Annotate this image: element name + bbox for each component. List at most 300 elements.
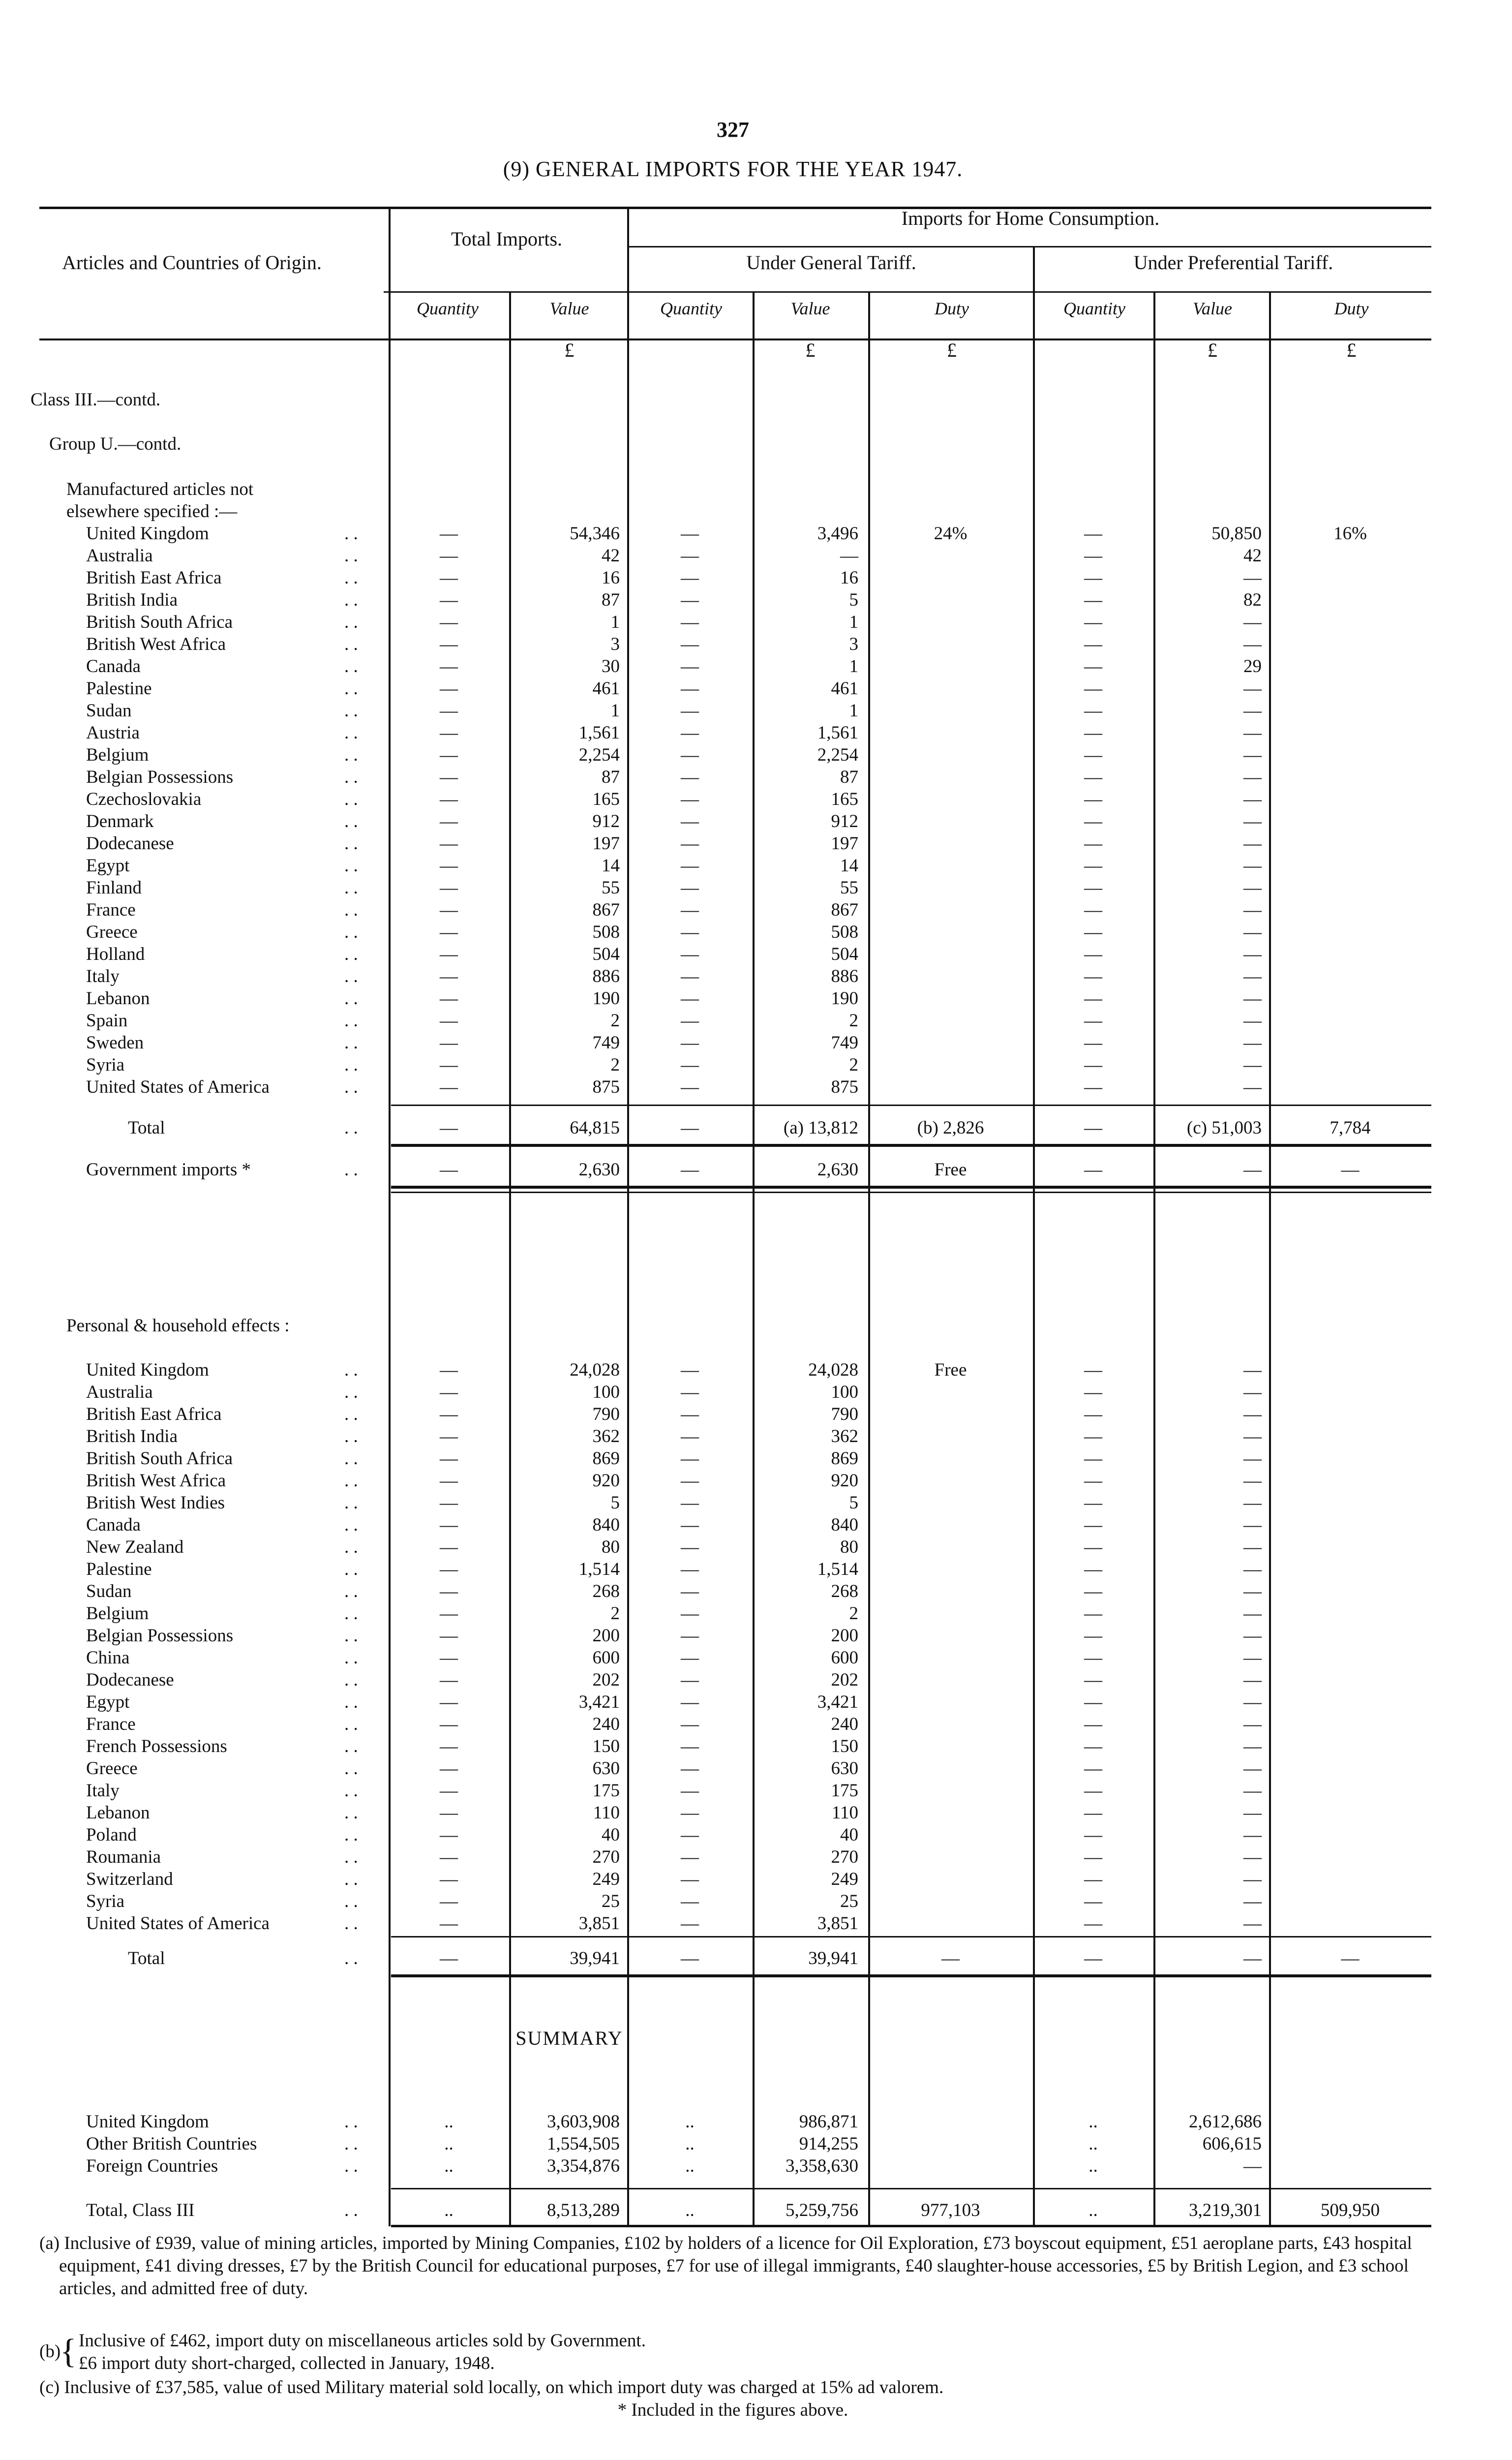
cell-tv: 40 [602, 1825, 620, 1845]
cell-tq: .. [444, 2200, 454, 2220]
row-country: Total, Class III [86, 2200, 195, 2220]
cell-gq: — [681, 1714, 699, 1734]
cell-tq: .. [444, 2156, 454, 2176]
cell-gq: — [681, 789, 699, 809]
cell-gq: — [681, 1404, 699, 1424]
cell-pq: — [1084, 1803, 1102, 1823]
leader-dots: . . [344, 944, 358, 964]
cell-gv: 100 [831, 1382, 858, 1402]
cell-tq: — [440, 1736, 458, 1756]
cell-tv: 190 [592, 988, 620, 1009]
cell-pq: — [1084, 1670, 1102, 1690]
cell-tv: 840 [592, 1515, 620, 1535]
cell-pq: .. [1089, 2200, 1098, 2220]
cell-tq: — [440, 1626, 458, 1646]
cell-tq: — [440, 1714, 458, 1734]
cell-tv: 39,941 [570, 1948, 620, 1968]
cell-pq: — [1084, 1559, 1102, 1579]
cell-tv: 87 [602, 767, 620, 787]
cell-pv: — [1243, 1603, 1262, 1624]
header-preferential-tariff: Under Preferential Tariff. [1133, 251, 1333, 274]
leader-dots: . . [344, 523, 358, 544]
leader-dots: . . [344, 1736, 358, 1756]
cell-tq: — [440, 678, 458, 699]
cell-gv: 55 [840, 878, 858, 898]
header-total-quantity: Quantity [417, 299, 479, 318]
leader-dots: . . [344, 1515, 358, 1535]
cell-gq: — [681, 767, 699, 787]
class-label: Class III.—contd. [30, 390, 161, 410]
cell-gq: — [681, 1559, 699, 1579]
cell-pq: — [1084, 1825, 1102, 1845]
row-country: British South Africa [86, 612, 233, 632]
cell-tv: 3,354,876 [547, 2156, 620, 2176]
cell-gq: — [681, 1360, 699, 1380]
cell-tq: — [440, 1648, 458, 1668]
cell-pq: — [1084, 1603, 1102, 1624]
cell-gv: 202 [831, 1670, 858, 1690]
cell-pq: — [1084, 811, 1102, 831]
cell-gv: 875 [831, 1077, 858, 1097]
leader-dots: . . [344, 1055, 358, 1075]
header-general-duty: Duty [935, 299, 969, 318]
cell-pq: — [1084, 523, 1102, 544]
cell-pq: — [1084, 988, 1102, 1009]
cell-pq: — [1084, 1781, 1102, 1801]
cell-pv: — [1243, 1160, 1262, 1180]
row-country: China [86, 1648, 130, 1668]
leader-dots: . . [344, 2156, 358, 2176]
cell-gq: — [681, 1118, 699, 1138]
header-general-value: Value [790, 299, 830, 318]
cell-tv: 1 [610, 701, 620, 721]
cell-gq: — [681, 1803, 699, 1823]
cell-tv: 2 [610, 1055, 620, 1075]
cell-pq: — [1084, 723, 1102, 743]
row-country: Belgian Possessions [86, 767, 234, 787]
row-country: Total [128, 1118, 165, 1138]
cell-pv: 82 [1243, 590, 1262, 610]
cell-pq: — [1084, 1515, 1102, 1535]
cell-pv: — [1243, 966, 1262, 986]
cell-pd: 7,784 [1330, 1118, 1371, 1138]
cell-tq: — [440, 811, 458, 831]
leader-dots: . . [344, 1758, 358, 1779]
cell-gq: — [681, 1426, 699, 1446]
cell-gv: 600 [831, 1648, 858, 1668]
note-b-line-1: Inclusive of £462, import duty on miscellaneous articles sold by Government. [79, 2331, 646, 2351]
row-country: Canada [86, 656, 141, 676]
cell-tv: 270 [592, 1847, 620, 1867]
cell-gd: Free [934, 1160, 967, 1180]
row-country: Other British Countries [86, 2134, 257, 2154]
cell-gv: 5 [849, 1493, 858, 1513]
cell-gq: — [681, 612, 699, 632]
cell-tv: 3,851 [578, 1913, 620, 1934]
cell-tq: — [440, 1055, 458, 1075]
cell-gv: 5 [849, 590, 858, 610]
cell-pv: — [1243, 1559, 1262, 1579]
leader-dots: . . [344, 1382, 358, 1402]
cell-gd: — [941, 1948, 960, 1968]
cell-pq: — [1084, 878, 1102, 898]
leader-dots: . . [344, 1626, 358, 1646]
cell-pv: — [1243, 2156, 1262, 2176]
cell-pq: — [1084, 1948, 1102, 1968]
cell-pq: — [1084, 1626, 1102, 1646]
cell-pv: — [1243, 1493, 1262, 1513]
leader-dots: . . [344, 1948, 358, 1968]
cell-pq: — [1084, 1160, 1102, 1180]
cell-pv: — [1243, 678, 1262, 699]
note-star: * Included in the figures above. [617, 2400, 848, 2420]
cell-pv: — [1243, 878, 1262, 898]
cell-tv: 504 [592, 944, 620, 964]
cell-gq: — [681, 634, 699, 654]
cell-pq: — [1084, 568, 1102, 588]
cell-gv: 867 [831, 900, 858, 920]
cell-pq: .. [1089, 2134, 1098, 2154]
cell-gv: 1 [849, 612, 858, 632]
row-country: France [86, 1714, 136, 1734]
leader-dots: . . [344, 1011, 358, 1031]
leader-dots: . . [344, 2134, 358, 2154]
cell-pv: — [1243, 1847, 1262, 1867]
cell-pv: — [1243, 1426, 1262, 1446]
leader-dots: . . [344, 1581, 358, 1601]
cell-tq: — [440, 1404, 458, 1424]
cell-pq: — [1084, 1360, 1102, 1380]
row-country: Sudan [86, 701, 132, 721]
group-label: Group U.—contd. [49, 434, 181, 454]
cell-gq: — [681, 1825, 699, 1845]
cell-tq: — [440, 568, 458, 588]
personal-heading: Personal & household effects : [66, 1316, 290, 1336]
cell-pv: — [1243, 833, 1262, 854]
cell-tq: — [440, 1118, 458, 1138]
row-country: Sudan [86, 1581, 132, 1601]
cell-pq: — [1084, 1847, 1102, 1867]
cell-tv: 600 [592, 1648, 620, 1668]
cell-gv: 1,514 [817, 1559, 858, 1579]
cell-pv: — [1243, 1670, 1262, 1690]
cell-tv: 749 [592, 1033, 620, 1053]
cell-tq: — [440, 856, 458, 876]
leader-dots: . . [344, 1118, 358, 1138]
cell-tq: — [440, 1360, 458, 1380]
row-country: Egypt [86, 1692, 130, 1712]
leader-dots: . . [344, 656, 358, 676]
cell-gq: — [681, 701, 699, 721]
cell-tq: — [440, 1825, 458, 1845]
cell-tq: — [440, 723, 458, 743]
cell-gv: 869 [831, 1448, 858, 1469]
row-country: Austria [86, 723, 140, 743]
leader-dots: . . [344, 1077, 358, 1097]
row-country: Australia [86, 1382, 153, 1402]
cell-pq: — [1084, 546, 1102, 566]
row-country: Holland [86, 944, 145, 964]
leader-dots: . . [344, 856, 358, 876]
cell-tv: 869 [592, 1448, 620, 1469]
rule-above-total-1 [391, 1105, 1431, 1106]
cell-tq: — [440, 1493, 458, 1513]
cell-tv: 790 [592, 1404, 620, 1424]
cell-tq: — [440, 590, 458, 610]
cell-gq: — [681, 523, 699, 544]
row-country: Switzerland [86, 1869, 173, 1889]
cell-tv: 240 [592, 1714, 620, 1734]
cell-gq: — [681, 1055, 699, 1075]
cell-gq: — [681, 1891, 699, 1911]
cell-tv: 249 [592, 1869, 620, 1889]
cell-gq: — [681, 988, 699, 1009]
cell-gv: 80 [840, 1537, 858, 1557]
cell-pv: — [1243, 1714, 1262, 1734]
row-country: Belgium [86, 745, 149, 765]
cell-gv: 1 [849, 701, 858, 721]
row-country: British West Africa [86, 1471, 226, 1491]
row-country: Poland [86, 1825, 137, 1845]
cell-pv: — [1243, 1537, 1262, 1557]
cell-gv: 912 [831, 811, 858, 831]
cell-pv: — [1243, 723, 1262, 743]
row-country: Spain [86, 1011, 128, 1031]
leader-dots: . . [344, 988, 358, 1009]
cell-tv: 2,254 [578, 745, 620, 765]
cell-pq: — [1084, 856, 1102, 876]
cell-gv: 175 [831, 1781, 858, 1801]
cell-gv: 39,941 [808, 1948, 858, 1968]
cell-gq: — [681, 1033, 699, 1053]
cell-tq: — [440, 1758, 458, 1779]
cell-tv: 1,561 [578, 723, 620, 743]
row-country: United Kingdom [86, 2112, 209, 2132]
cell-pv: — [1243, 767, 1262, 787]
leader-dots: . . [344, 966, 358, 986]
cell-gv: 268 [831, 1581, 858, 1601]
cell-gv: 200 [831, 1626, 858, 1646]
note-b-label: (b) [39, 2341, 61, 2362]
cell-tq: — [440, 767, 458, 787]
cell-gq: — [681, 1382, 699, 1402]
cell-pv: — [1243, 1758, 1262, 1779]
cell-pv: — [1243, 1913, 1262, 1934]
cell-pv: — [1243, 568, 1262, 588]
header-general-quantity: Quantity [660, 299, 722, 318]
cell-pv: — [1243, 856, 1262, 876]
cell-gq: — [681, 1471, 699, 1491]
cell-tv: 2,630 [578, 1160, 620, 1180]
cell-gv: 150 [831, 1736, 858, 1756]
cell-tv: 1,514 [578, 1559, 620, 1579]
cell-pv: — [1243, 1448, 1262, 1469]
cell-pq: — [1084, 1382, 1102, 1402]
cell-gq: — [681, 922, 699, 942]
cell-gv: 2,630 [817, 1160, 858, 1180]
cell-tv: 920 [592, 1471, 620, 1491]
cell-tq: — [440, 612, 458, 632]
cell-tv: 362 [592, 1426, 620, 1446]
cell-pv: — [1243, 1360, 1262, 1380]
cell-gv: 25 [840, 1891, 858, 1911]
cell-gq: — [681, 811, 699, 831]
cell-tv: 100 [592, 1382, 620, 1402]
leader-dots: . . [344, 1448, 358, 1469]
row-country: British West Indies [86, 1493, 225, 1513]
cell-tv: 912 [592, 811, 620, 831]
cell-tq: — [440, 1011, 458, 1031]
cell-pq: .. [1089, 2156, 1098, 2176]
cell-gv: 2 [849, 1603, 858, 1624]
cell-gv: 920 [831, 1471, 858, 1491]
manufactured-heading-1: Manufactured articles not [66, 479, 254, 499]
cell-pq: — [1084, 1736, 1102, 1756]
leader-dots: . . [344, 1360, 358, 1380]
cell-pq: — [1084, 944, 1102, 964]
cell-tv: 508 [592, 922, 620, 942]
cell-gv: 2 [849, 1011, 858, 1031]
row-country: British India [86, 1426, 178, 1446]
cell-tv: 202 [592, 1670, 620, 1690]
cell-pv: — [1243, 789, 1262, 809]
cell-gv: 16 [840, 568, 858, 588]
cell-tq: — [440, 789, 458, 809]
cell-pq: — [1084, 1118, 1102, 1138]
cell-tq: — [440, 1803, 458, 1823]
row-country: Dodecanese [86, 833, 174, 854]
leader-dots: . . [344, 1825, 358, 1845]
cell-tq: — [440, 1581, 458, 1601]
cell-tv: 24,028 [570, 1360, 620, 1380]
cell-gq: — [681, 546, 699, 566]
cell-tv: 5 [610, 1493, 620, 1513]
cell-pv: 606,615 [1202, 2134, 1262, 2154]
cell-tq: .. [444, 2134, 454, 2154]
leader-dots: . . [344, 2200, 358, 2220]
cell-tv: 8,513,289 [547, 2200, 620, 2220]
cell-pq: — [1084, 1033, 1102, 1053]
leader-dots: . . [344, 1670, 358, 1690]
cell-pq: — [1084, 745, 1102, 765]
cell-gv: 362 [831, 1426, 858, 1446]
cell-tq: — [440, 656, 458, 676]
leader-dots: . . [344, 1891, 358, 1911]
cell-gq: — [681, 833, 699, 854]
cell-pq: — [1084, 900, 1102, 920]
cell-gq: .. [685, 2156, 695, 2176]
leader-dots: . . [344, 590, 358, 610]
cell-tv: 54,346 [570, 523, 620, 544]
cell-tq: — [440, 1869, 458, 1889]
cell-tv: 200 [592, 1626, 620, 1646]
cell-tv: 110 [593, 1803, 620, 1823]
leader-dots: . . [344, 1471, 358, 1491]
cell-tv: 165 [592, 789, 620, 809]
cell-gd: Free [934, 1360, 967, 1380]
cell-tq: — [440, 1077, 458, 1097]
cell-tq: — [440, 1781, 458, 1801]
row-country: Egypt [86, 856, 130, 876]
cell-gv: 840 [831, 1515, 858, 1535]
pound-general-value: £ [805, 339, 816, 361]
cell-gv: 749 [831, 1033, 858, 1053]
cell-pq: — [1084, 1891, 1102, 1911]
cell-tv: 3,421 [578, 1692, 620, 1712]
row-country: Sweden [86, 1033, 144, 1053]
cell-tq: — [440, 1448, 458, 1469]
row-country: France [86, 900, 136, 920]
row-country: Australia [86, 546, 153, 566]
cell-tq: — [440, 1948, 458, 1968]
cell-gq: — [681, 1948, 699, 1968]
cell-gq: .. [685, 2200, 695, 2220]
cell-pq: — [1084, 590, 1102, 610]
cell-pv: — [1243, 922, 1262, 942]
leader-dots: . . [344, 1603, 358, 1624]
cell-gq: — [681, 678, 699, 699]
cell-tv: 1,554,505 [547, 2134, 620, 2154]
cell-tv: 630 [592, 1758, 620, 1779]
cell-gv: 165 [831, 789, 858, 809]
rule-below-government-2 [391, 1192, 1431, 1193]
cell-pv: — [1243, 1033, 1262, 1053]
leader-dots: . . [344, 1033, 358, 1053]
cell-pq: — [1084, 966, 1102, 986]
cell-gq: .. [685, 2134, 695, 2154]
rule-above-total-2 [391, 1936, 1431, 1937]
cell-tq: — [440, 1515, 458, 1535]
cell-pv: — [1243, 1055, 1262, 1075]
cell-gq: — [681, 1515, 699, 1535]
cell-tq: — [440, 1670, 458, 1690]
cell-tv: 150 [592, 1736, 620, 1756]
row-country: British India [86, 590, 178, 610]
cell-gv: 24,028 [808, 1360, 858, 1380]
leader-dots: . . [344, 1869, 358, 1889]
cell-gq: — [681, 944, 699, 964]
cell-pv: — [1243, 1825, 1262, 1845]
cell-pv: (c) 51,003 [1186, 1118, 1262, 1138]
row-country: French Possessions [86, 1736, 227, 1756]
cell-gq: — [681, 1736, 699, 1756]
cell-pq: — [1084, 1055, 1102, 1075]
cell-tv: 2 [610, 1603, 620, 1624]
cell-tv: 3,603,908 [547, 2112, 620, 2132]
cell-tq: .. [444, 2112, 454, 2132]
row-country: Palestine [86, 1559, 152, 1579]
cell-gq: — [681, 568, 699, 588]
pound-general-duty: £ [947, 339, 957, 361]
cell-gq: — [681, 1448, 699, 1469]
cell-pv: — [1243, 1781, 1262, 1801]
cell-gq: — [681, 1781, 699, 1801]
header-articles: Articles and Countries of Origin. [62, 251, 322, 274]
cell-gq: — [681, 1493, 699, 1513]
cell-gv: 630 [831, 1758, 858, 1779]
cell-pq: — [1084, 1869, 1102, 1889]
cell-tq: — [440, 1847, 458, 1867]
cell-tq: — [440, 546, 458, 566]
cell-tv: 30 [602, 656, 620, 676]
rule-below-summary-total [391, 2225, 1431, 2227]
row-country: Total [128, 1948, 165, 1968]
cell-gv: 14 [840, 856, 858, 876]
summary-heading: SUMMARY [515, 2027, 623, 2049]
cell-gv: 790 [831, 1404, 858, 1424]
row-country: Greece [86, 1758, 138, 1779]
cell-pd: — [1341, 1948, 1360, 1968]
